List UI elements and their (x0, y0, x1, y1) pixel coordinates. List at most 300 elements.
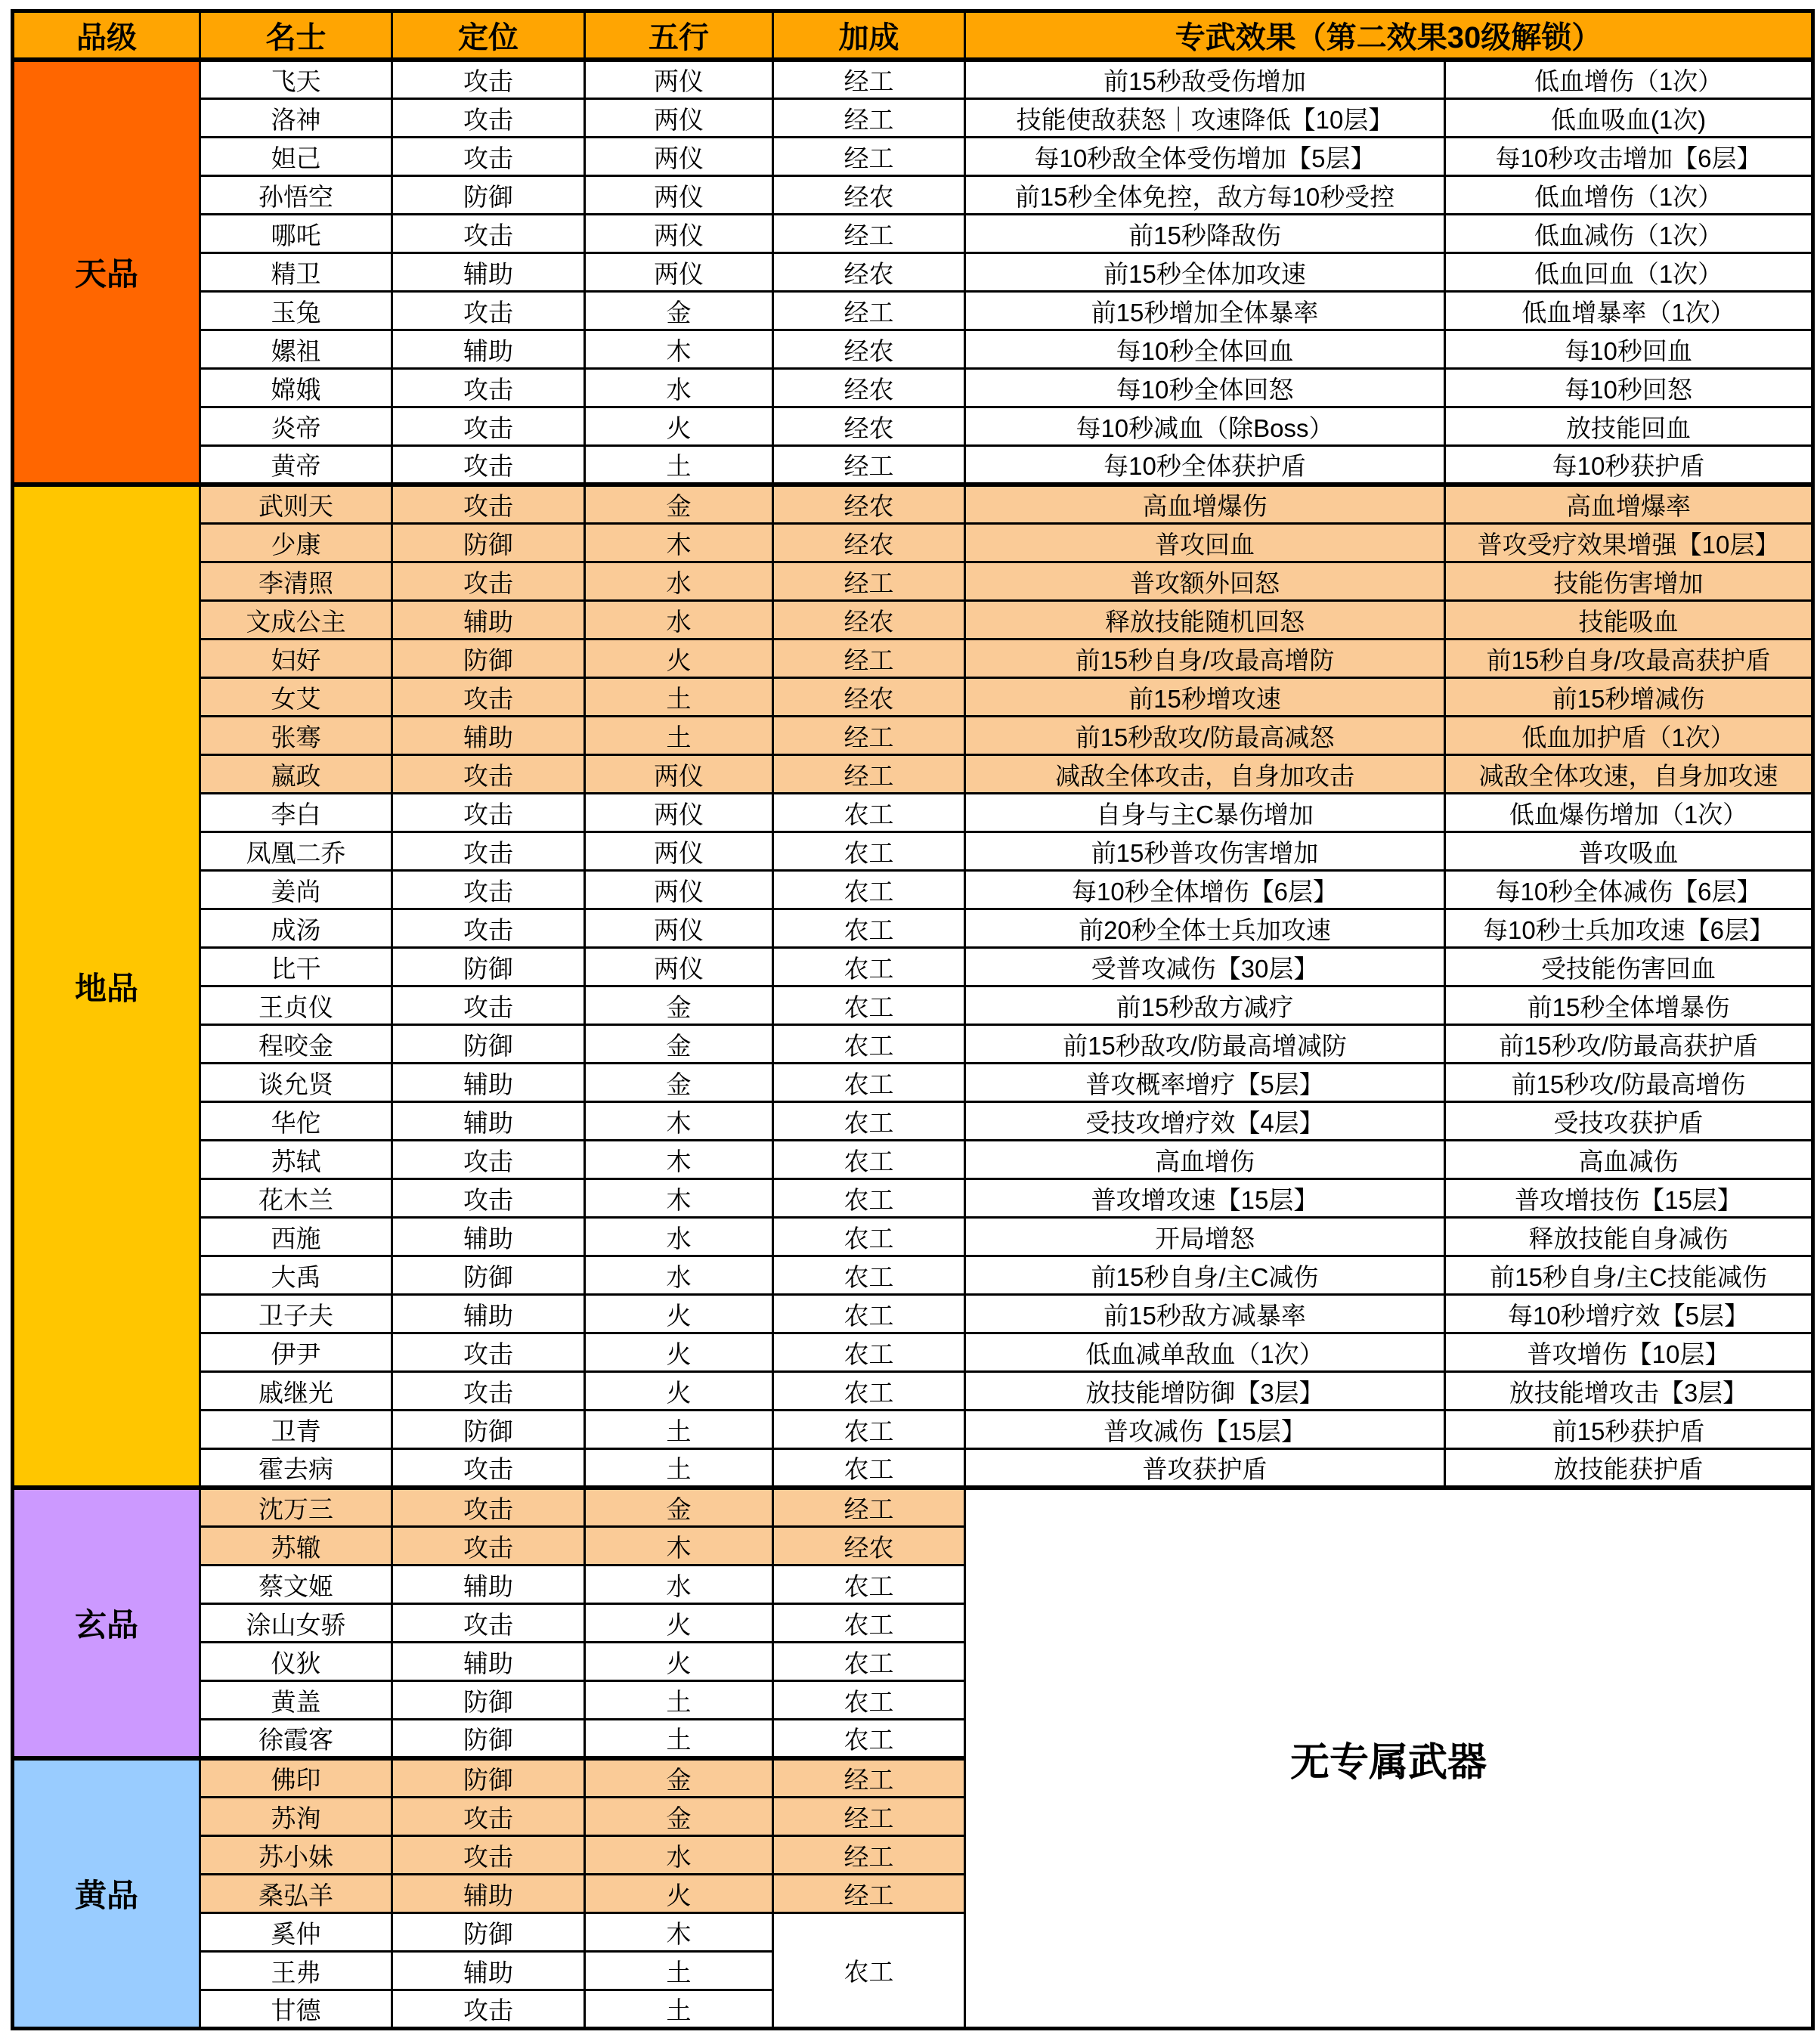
name-cell: 洛神 (200, 99, 392, 138)
element-cell: 两仪 (585, 909, 773, 948)
bonus-cell: 农工 (773, 1179, 965, 1218)
element-cell: 土 (585, 1952, 773, 1990)
table-row (13, 446, 1813, 485)
weapon-effect2-cell: 受技能伤害回血 (1445, 948, 1813, 986)
tier-table (11, 9, 1815, 2030)
table-row (13, 909, 1813, 948)
bonus-cell: 经工 (773, 99, 965, 138)
name-cell: 仪狄 (200, 1643, 392, 1681)
bonus-cell: 经农 (773, 330, 965, 369)
element-cell: 火 (585, 407, 773, 446)
grade-cell: 黄品 (13, 1758, 200, 2029)
bonus-cell: 农工 (773, 1681, 965, 1720)
bonus-cell: 农工 (773, 1720, 965, 1759)
weapon-effect2-cell: 前15秒攻/防最高增伤 (1445, 1064, 1813, 1102)
bonus-cell: 农工 (773, 1913, 965, 2029)
role-cell: 攻击 (392, 1798, 585, 1836)
name-cell: 沈万三 (200, 1488, 392, 1527)
element-cell: 水 (585, 562, 773, 601)
bonus-cell: 农工 (773, 1141, 965, 1179)
role-cell: 辅助 (392, 1952, 585, 1990)
table-row (13, 292, 1813, 330)
grade-cell: 玄品 (13, 1488, 200, 1758)
role-cell: 攻击 (392, 909, 585, 948)
table-row (13, 1256, 1813, 1295)
bonus-cell: 经工 (773, 562, 965, 601)
weapon-effect2-cell: 前15秒全体增暴伤 (1445, 986, 1813, 1025)
role-cell: 辅助 (392, 601, 585, 640)
weapon-effect2-cell: 前15秒自身/主C技能减伤 (1445, 1256, 1813, 1295)
name-cell: 凤凰二乔 (200, 832, 392, 871)
bonus-cell: 农工 (773, 1372, 965, 1411)
table-row (13, 407, 1813, 446)
weapon-effect1-cell: 普攻概率增疗【5层】 (965, 1064, 1445, 1102)
name-cell: 佛印 (200, 1758, 392, 1798)
weapon-effect1-cell: 每10秒敌全体受伤增加【5层】 (965, 138, 1445, 176)
weapon-effect1-cell: 前15秒敌方减暴率 (965, 1295, 1445, 1333)
weapon-effect1-cell: 低血减单敌血（1次） (965, 1333, 1445, 1372)
bonus-cell: 经农 (773, 1527, 965, 1566)
role-cell: 防御 (392, 1758, 585, 1798)
weapon-effect2-cell: 受技攻获护盾 (1445, 1102, 1813, 1141)
element-cell: 土 (585, 717, 773, 755)
name-cell: 王贞仪 (200, 986, 392, 1025)
weapon-effect2-cell: 低血增伤（1次） (1445, 176, 1813, 215)
table-row (13, 253, 1813, 292)
name-cell: 戚继光 (200, 1372, 392, 1411)
weapon-effect2-cell: 每10秒攻击增加【6层】 (1445, 138, 1813, 176)
weapon-effect2-cell: 低血增伤（1次） (1445, 60, 1813, 99)
weapon-effect1-cell: 自身与主C暴伤增加 (965, 794, 1445, 832)
name-cell: 黄盖 (200, 1681, 392, 1720)
bonus-cell: 经工 (773, 755, 965, 794)
role-cell: 辅助 (392, 1875, 585, 1913)
bonus-cell: 经农 (773, 253, 965, 292)
weapon-effect1-cell: 每10秒全体回血 (965, 330, 1445, 369)
name-cell: 卫子夫 (200, 1295, 392, 1333)
name-cell: 妲己 (200, 138, 392, 176)
name-cell: 花木兰 (200, 1179, 392, 1218)
weapon-effect2-cell: 放技能回血 (1445, 407, 1813, 446)
bonus-cell: 农工 (773, 1218, 965, 1256)
no-weapon-cell: 无专属武器 (965, 1488, 1813, 2029)
name-cell: 程咬金 (200, 1025, 392, 1064)
name-cell: 苏轼 (200, 1141, 392, 1179)
role-cell: 攻击 (392, 99, 585, 138)
weapon-effect2-cell: 减敌全体攻速，自身加攻速 (1445, 755, 1813, 794)
weapon-effect2-cell: 放技能增攻击【3层】 (1445, 1372, 1813, 1411)
name-cell: 成汤 (200, 909, 392, 948)
name-cell: 西施 (200, 1218, 392, 1256)
role-cell: 辅助 (392, 253, 585, 292)
bonus-cell: 经工 (773, 1488, 965, 1527)
bonus-cell: 经农 (773, 176, 965, 215)
weapon-effect2-cell: 高血减伤 (1445, 1141, 1813, 1179)
role-cell: 攻击 (392, 1372, 585, 1411)
element-cell: 木 (585, 1179, 773, 1218)
name-cell: 涂山女骄 (200, 1604, 392, 1643)
weapon-effect2-cell: 每10秒获护盾 (1445, 446, 1813, 485)
role-cell: 辅助 (392, 1064, 585, 1102)
bonus-cell: 农工 (773, 832, 965, 871)
name-cell: 蔡文姬 (200, 1566, 392, 1604)
name-cell: 孙悟空 (200, 176, 392, 215)
element-cell: 土 (585, 1990, 773, 2029)
element-cell: 水 (585, 369, 773, 407)
weapon-effect2-cell: 普攻增伤【10层】 (1445, 1333, 1813, 1372)
element-cell: 火 (585, 1875, 773, 1913)
name-cell: 徐霞客 (200, 1720, 392, 1759)
weapon-effect1-cell: 前15秒全体免控，敌方每10秒受控 (965, 176, 1445, 215)
role-cell: 攻击 (392, 562, 585, 601)
name-cell: 少康 (200, 524, 392, 562)
weapon-effect2-cell: 低血吸血(1次) (1445, 99, 1813, 138)
role-cell: 防御 (392, 948, 585, 986)
weapon-effect1-cell: 前15秒普攻伤害增加 (965, 832, 1445, 871)
bonus-cell: 经农 (773, 407, 965, 446)
bonus-cell: 农工 (773, 871, 965, 909)
bonus-cell: 农工 (773, 909, 965, 948)
table-body (13, 60, 1813, 2029)
element-cell: 火 (585, 640, 773, 678)
table-row (13, 1295, 1813, 1333)
weapon-effect1-cell: 普攻减伤【15层】 (965, 1411, 1445, 1449)
weapon-effect2-cell: 每10秒增疗效【5层】 (1445, 1295, 1813, 1333)
role-cell: 辅助 (392, 330, 585, 369)
bonus-cell: 经农 (773, 601, 965, 640)
weapon-effect1-cell: 技能使敌获怒｜攻速降低【10层】 (965, 99, 1445, 138)
name-cell: 姜尚 (200, 871, 392, 909)
header-role: 定位 (392, 11, 585, 60)
element-cell: 水 (585, 601, 773, 640)
element-cell: 火 (585, 1295, 773, 1333)
bonus-cell: 农工 (773, 986, 965, 1025)
weapon-effect2-cell: 普攻受疗效果增强【10层】 (1445, 524, 1813, 562)
name-cell: 王弗 (200, 1952, 392, 1990)
bonus-cell: 农工 (773, 1566, 965, 1604)
role-cell: 防御 (392, 1025, 585, 1064)
table-row (13, 640, 1813, 678)
weapon-effect2-cell: 低血加护盾（1次） (1445, 717, 1813, 755)
role-cell: 辅助 (392, 1102, 585, 1141)
name-cell: 女艾 (200, 678, 392, 717)
weapon-effect2-cell: 低血减伤（1次） (1445, 215, 1813, 253)
table-row (13, 1488, 1813, 1527)
role-cell: 攻击 (392, 1990, 585, 2029)
element-cell: 两仪 (585, 215, 773, 253)
element-cell: 金 (585, 1798, 773, 1836)
element-cell: 两仪 (585, 871, 773, 909)
element-cell: 金 (585, 485, 773, 524)
weapon-effect2-cell: 每10秒士兵加攻速【6层】 (1445, 909, 1813, 948)
table-row (13, 986, 1813, 1025)
grade-cell: 地品 (13, 485, 200, 1488)
role-cell: 攻击 (392, 986, 585, 1025)
weapon-effect1-cell: 高血增伤 (965, 1141, 1445, 1179)
bonus-cell: 农工 (773, 1064, 965, 1102)
grade-cell: 天品 (13, 60, 200, 485)
role-cell: 攻击 (392, 1449, 585, 1488)
bonus-cell: 经工 (773, 1875, 965, 1913)
bonus-cell: 农工 (773, 794, 965, 832)
table-row (13, 755, 1813, 794)
name-cell: 卫青 (200, 1411, 392, 1449)
weapon-effect1-cell: 开局增怒 (965, 1218, 1445, 1256)
element-cell: 两仪 (585, 253, 773, 292)
element-cell: 两仪 (585, 755, 773, 794)
role-cell: 攻击 (392, 871, 585, 909)
table-row (13, 1141, 1813, 1179)
table-row (13, 1372, 1813, 1411)
name-cell: 妇好 (200, 640, 392, 678)
element-cell: 火 (585, 1372, 773, 1411)
role-cell: 攻击 (392, 446, 585, 485)
weapon-effect2-cell: 低血回血（1次） (1445, 253, 1813, 292)
name-cell: 大禹 (200, 1256, 392, 1295)
bonus-cell: 农工 (773, 1411, 965, 1449)
element-cell: 金 (585, 1488, 773, 1527)
element-cell: 水 (585, 1256, 773, 1295)
element-cell: 土 (585, 1681, 773, 1720)
weapon-effect1-cell: 前15秒敌攻/防最高增减防 (965, 1025, 1445, 1064)
table-row (13, 138, 1813, 176)
table-row (13, 948, 1813, 986)
weapon-effect2-cell: 释放技能自身减伤 (1445, 1218, 1813, 1256)
table-row (13, 1333, 1813, 1372)
name-cell: 嬴政 (200, 755, 392, 794)
element-cell: 火 (585, 1604, 773, 1643)
name-cell: 谈允贤 (200, 1064, 392, 1102)
table-row (13, 562, 1813, 601)
element-cell: 火 (585, 1333, 773, 1372)
element-cell: 木 (585, 524, 773, 562)
bonus-cell: 经工 (773, 640, 965, 678)
name-cell: 李清照 (200, 562, 392, 601)
bonus-cell: 农工 (773, 1333, 965, 1372)
weapon-effect1-cell: 前15秒全体加攻速 (965, 253, 1445, 292)
element-cell: 两仪 (585, 138, 773, 176)
bonus-cell: 农工 (773, 1025, 965, 1064)
element-cell: 金 (585, 292, 773, 330)
name-cell: 李白 (200, 794, 392, 832)
bonus-cell: 农工 (773, 1102, 965, 1141)
name-cell: 精卫 (200, 253, 392, 292)
table-row (13, 369, 1813, 407)
weapon-effect1-cell: 前15秒敌受伤增加 (965, 60, 1445, 99)
role-cell: 攻击 (392, 407, 585, 446)
header-name: 名士 (200, 11, 392, 60)
name-cell: 伊尹 (200, 1333, 392, 1372)
role-cell: 攻击 (392, 755, 585, 794)
name-cell: 奚仲 (200, 1913, 392, 1952)
element-cell: 木 (585, 330, 773, 369)
weapon-effect1-cell: 每10秒全体获护盾 (965, 446, 1445, 485)
role-cell: 防御 (392, 1411, 585, 1449)
role-cell: 攻击 (392, 1333, 585, 1372)
bonus-cell: 经工 (773, 1798, 965, 1836)
table-row (13, 330, 1813, 369)
role-cell: 攻击 (392, 369, 585, 407)
role-cell: 攻击 (392, 1527, 585, 1566)
weapon-effect2-cell: 放技能获护盾 (1445, 1449, 1813, 1488)
name-cell: 嫘祖 (200, 330, 392, 369)
name-cell: 文成公主 (200, 601, 392, 640)
weapon-effect1-cell: 前15秒自身/主C减伤 (965, 1256, 1445, 1295)
weapon-effect1-cell: 前15秒自身/攻最高增防 (965, 640, 1445, 678)
role-cell: 攻击 (392, 1141, 585, 1179)
weapon-effect1-cell: 释放技能随机回怒 (965, 601, 1445, 640)
weapon-effect2-cell: 普攻增技伤【15层】 (1445, 1179, 1813, 1218)
name-cell: 张骞 (200, 717, 392, 755)
table-row (13, 871, 1813, 909)
bonus-cell: 经工 (773, 717, 965, 755)
table-row (13, 678, 1813, 717)
table-row (13, 1102, 1813, 1141)
header-bonus: 加成 (773, 11, 965, 60)
bonus-cell: 经农 (773, 369, 965, 407)
table-header (13, 11, 1813, 60)
role-cell: 攻击 (392, 485, 585, 524)
element-cell: 金 (585, 1758, 773, 1798)
weapon-effect2-cell: 每10秒回血 (1445, 330, 1813, 369)
role-cell: 防御 (392, 1681, 585, 1720)
role-cell: 攻击 (392, 678, 585, 717)
weapon-effect1-cell: 前15秒增攻速 (965, 678, 1445, 717)
name-cell: 炎帝 (200, 407, 392, 446)
table-row (13, 215, 1813, 253)
bonus-cell: 经工 (773, 1836, 965, 1875)
name-cell: 桑弘羊 (200, 1875, 392, 1913)
weapon-effect2-cell: 普攻吸血 (1445, 832, 1813, 871)
table-row (13, 717, 1813, 755)
weapon-effect1-cell: 前20秒全体士兵加攻速 (965, 909, 1445, 948)
role-cell: 辅助 (392, 1295, 585, 1333)
bonus-cell: 农工 (773, 1604, 965, 1643)
name-cell: 武则天 (200, 485, 392, 524)
bonus-cell: 经工 (773, 215, 965, 253)
weapon-effect2-cell: 低血增暴率（1次） (1445, 292, 1813, 330)
element-cell: 土 (585, 446, 773, 485)
table-row (13, 524, 1813, 562)
weapon-effect1-cell: 每10秒全体增伤【6层】 (965, 871, 1445, 909)
table-row (13, 60, 1813, 99)
element-cell: 木 (585, 1102, 773, 1141)
element-cell: 金 (585, 1064, 773, 1102)
role-cell: 攻击 (392, 832, 585, 871)
table-row (13, 1025, 1813, 1064)
role-cell: 防御 (392, 640, 585, 678)
element-cell: 金 (585, 1025, 773, 1064)
name-cell: 嫦娥 (200, 369, 392, 407)
weapon-effect1-cell: 每10秒全体回怒 (965, 369, 1445, 407)
role-cell: 攻击 (392, 60, 585, 99)
element-cell: 两仪 (585, 794, 773, 832)
weapon-effect1-cell: 受普攻减伤【30层】 (965, 948, 1445, 986)
element-cell: 木 (585, 1527, 773, 1566)
table-row (13, 176, 1813, 215)
role-cell: 攻击 (392, 292, 585, 330)
table-row (13, 1064, 1813, 1102)
weapon-effect2-cell: 每10秒全体减伤【6层】 (1445, 871, 1813, 909)
weapon-effect1-cell: 前15秒增加全体暴率 (965, 292, 1445, 330)
name-cell: 玉兔 (200, 292, 392, 330)
weapon-effect2-cell: 每10秒回怒 (1445, 369, 1813, 407)
role-cell: 防御 (392, 1256, 585, 1295)
bonus-cell: 农工 (773, 1643, 965, 1681)
bonus-cell: 经工 (773, 292, 965, 330)
weapon-effect1-cell: 前15秒敌攻/防最高减怒 (965, 717, 1445, 755)
element-cell: 木 (585, 1141, 773, 1179)
weapon-effect1-cell: 普攻回血 (965, 524, 1445, 562)
element-cell: 两仪 (585, 60, 773, 99)
table-row (13, 1179, 1813, 1218)
bonus-cell: 农工 (773, 948, 965, 986)
table-row (13, 794, 1813, 832)
weapon-effect2-cell: 前15秒增减伤 (1445, 678, 1813, 717)
element-cell: 两仪 (585, 99, 773, 138)
element-cell: 水 (585, 1836, 773, 1875)
element-cell: 水 (585, 1566, 773, 1604)
name-cell: 华佗 (200, 1102, 392, 1141)
header-row (13, 11, 1813, 60)
role-cell: 攻击 (392, 794, 585, 832)
weapon-effect2-cell: 技能吸血 (1445, 601, 1813, 640)
role-cell: 防御 (392, 524, 585, 562)
header-weapon-effect: 专武效果（第二效果30级解锁） (965, 11, 1813, 60)
name-cell: 比干 (200, 948, 392, 986)
weapon-effect1-cell: 减敌全体攻击，自身加攻击 (965, 755, 1445, 794)
bonus-cell: 经工 (773, 138, 965, 176)
element-cell: 水 (585, 1218, 773, 1256)
role-cell: 防御 (392, 1913, 585, 1952)
bonus-cell: 农工 (773, 1256, 965, 1295)
element-cell: 土 (585, 1449, 773, 1488)
element-cell: 土 (585, 678, 773, 717)
weapon-effect2-cell: 前15秒获护盾 (1445, 1411, 1813, 1449)
element-cell: 两仪 (585, 948, 773, 986)
bonus-cell: 农工 (773, 1295, 965, 1333)
table-row (13, 99, 1813, 138)
role-cell: 攻击 (392, 1604, 585, 1643)
element-cell: 土 (585, 1720, 773, 1759)
role-cell: 攻击 (392, 1836, 585, 1875)
bonus-cell: 农工 (773, 1449, 965, 1488)
weapon-effect1-cell: 普攻额外回怒 (965, 562, 1445, 601)
table-row (13, 1411, 1813, 1449)
role-cell: 攻击 (392, 1179, 585, 1218)
header-grade: 品级 (13, 11, 200, 60)
role-cell: 辅助 (392, 1566, 585, 1604)
element-cell: 金 (585, 986, 773, 1025)
header-element: 五行 (585, 11, 773, 60)
table-row (13, 1449, 1813, 1488)
element-cell: 两仪 (585, 176, 773, 215)
weapon-effect1-cell: 放技能增防御【3层】 (965, 1372, 1445, 1411)
weapon-effect1-cell: 前15秒敌方减疗 (965, 986, 1445, 1025)
weapon-effect1-cell: 每10秒减血（除Boss） (965, 407, 1445, 446)
weapon-effect2-cell: 前15秒攻/防最高获护盾 (1445, 1025, 1813, 1064)
bonus-cell: 经工 (773, 1758, 965, 1798)
name-cell: 苏辙 (200, 1527, 392, 1566)
name-cell: 哪吒 (200, 215, 392, 253)
role-cell: 攻击 (392, 215, 585, 253)
bonus-cell: 经农 (773, 524, 965, 562)
element-cell: 土 (585, 1411, 773, 1449)
role-cell: 攻击 (392, 1488, 585, 1527)
name-cell: 黄帝 (200, 446, 392, 485)
role-cell: 防御 (392, 176, 585, 215)
bonus-cell: 经农 (773, 485, 965, 524)
